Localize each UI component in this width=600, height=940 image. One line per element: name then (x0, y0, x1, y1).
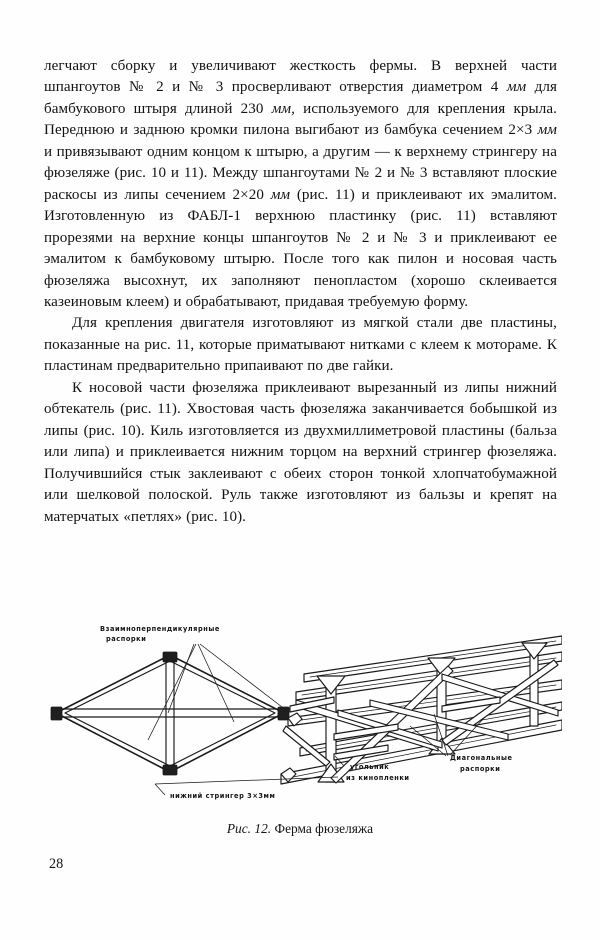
paragraph-3 (44, 378, 557, 528)
annotation-line-2: распорки (460, 765, 501, 773)
figure-title: Ферма фюзеляжа (274, 821, 374, 836)
figure-fuselage-truss (38, 614, 562, 819)
text-run-italic: мм (270, 186, 291, 203)
text-run: (рис. 11) и приклеивают их эмалитом. Изготовленную из ФАБЛ-1 верхнюю пластинку (рис. 11) вставляют прорезями на верхние концы шпангоутов № 2 и № 3 и приклеивают ее эмалитом к бамбуковому штырю. После того как пилон и носовая часть фюзеляжа высохнут, их заполняют пенопластом (хорошо склеивается казеиновым клеем) и обрабатывают, придавая требуемую форму. (44, 186, 558, 310)
cross-section-diamond (51, 652, 289, 775)
paragraph-1 (44, 56, 557, 313)
text-run: и привязывают одним концом к штырю, а другим — к верхнему стрингеру на фюзеляже (рис. 10 и 11). Между шпангоутами № 2 и № 3 вставляют плоские раскосы из липы сечением 2×20 (44, 143, 557, 203)
paragraph-2 (44, 313, 557, 377)
annotation-line-2: из кинопленки (346, 774, 410, 782)
text-run-italic: мм (537, 122, 557, 139)
text-run: для бамбукового штыря длиной 230 (44, 79, 557, 117)
text-run-italic: мм (506, 79, 527, 96)
annotation-line-1: нижний стрингер 3×3мм (170, 792, 276, 800)
page-number: 28 (49, 856, 64, 872)
text-run: К носовой части фюзеляжа приклеивают вырезанный из липы нижний обтекатель (рис. 11). Хвостовая часть фюзеляжа заканчивается бобышкой из липы (рис. 10). Киль изготовляется из двухмиллиметровой пластины (бальза или липа) и приклеивается нижним торцом на верхний стрингер фюзеляжа. Получившийся стык заклеивают с обеих сторон тонкой хлопчатобумажной или шелковой полоской. Руль также изготовляют из бальзы и крепят на матерчатых «петлях» (рис. 10). (44, 379, 557, 525)
perspective-truss (281, 636, 562, 784)
text-run-italic: мм, (271, 100, 295, 117)
annotation-line-1: Взаимноперпендикулярные (100, 625, 220, 633)
annotation-line-1: угольник (350, 763, 390, 771)
text-run: используемого для крепления крыла. Переднюю и заднюю кромки пилона выгибают из бамбука сечением 2×3 (44, 100, 557, 139)
figure-caption (0, 820, 600, 837)
annotation-line-1: Диагональные (450, 754, 513, 762)
figure-number: Рис. 12. (226, 821, 272, 836)
annotation-lower-stringer (155, 777, 338, 800)
text-run: Для крепления двигателя изготовляют из мягкой стали две пластины, показанные на рис. 11, которые приматывают нитками с клеем к мотораме. К пластинам предварительно припаивают по две гайки. (44, 315, 557, 375)
body-text-block (44, 56, 557, 528)
text-run: легчают сборку и увеличивают жесткость фермы. В верхней части шпангоутов № 2 и № 3 просверливают отверстия диаметром 4 (44, 58, 557, 96)
annotation-line-2: распорки (106, 635, 147, 643)
